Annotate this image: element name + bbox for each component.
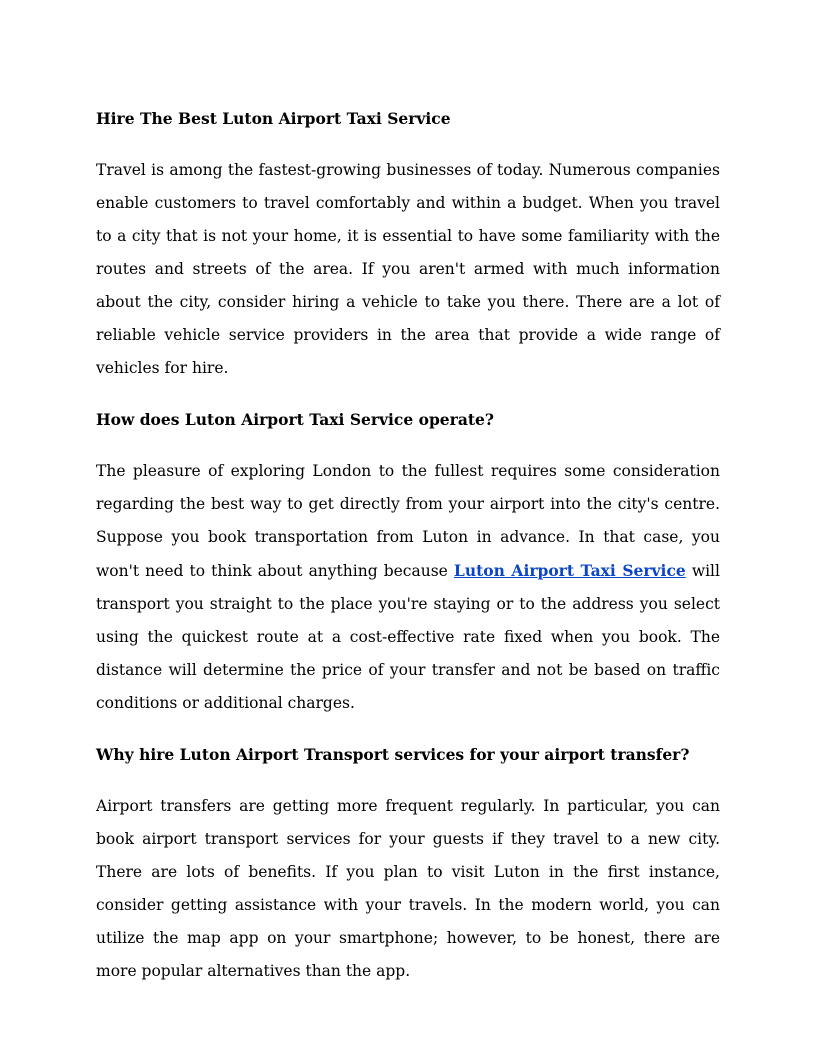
section2-heading: Why hire Luton Airport Transport services for your airport transfer? [96, 745, 690, 764]
section1-heading: How does Luton Airport Taxi Service operate? [96, 410, 494, 429]
luton-airport-taxi-service-link[interactable]: Luton Airport Taxi Service [453, 561, 686, 580]
intro-paragraph: Travel is among the fastest-growing businesses of today. Numerous companies enable customers to travel comfortably and within a budget. When you travel to a city that is not your home, it is essential to have some familiarity with the routes and streets of the area. If you aren't armed with much information about the city, consider hiring a vehicle to take you there. There are a lot of reliable vehicle service providers in the area that provide a wide range of vehicles for hire. [96, 161, 720, 377]
section2-paragraph: Airport transfers are getting more frequent regularly. In particular, you can book airport transport services for your guests if they travel to a new city. There are lots of benefits. If you plan to visit Luton in the first instance, consider getting assistance with your travels. In the modern world, you can utilize the map app on your smartphone; however, to be honest, there are more popular alternatives than the app. [96, 797, 720, 980]
document-title: Hire The Best Luton Airport Taxi Service [96, 109, 451, 128]
section1-paragraph [96, 455, 720, 720]
document-page [96, 108, 720, 988]
section1-text-after-link: will transport you straight to the place you're staying or to the address you select using the quickest route at a cost-effective rate fixed when you book. The distance will determine the price of your transfer and not be based on traffic conditions or additional charges. [96, 562, 720, 712]
section1-text-before-link: The pleasure of exploring London to the fullest requires some consideration regarding the best way to get directly from your airport into the city's centre. Suppose you book transportation from Luton in advance. In that case, you won't need to think about anything because [96, 462, 720, 580]
